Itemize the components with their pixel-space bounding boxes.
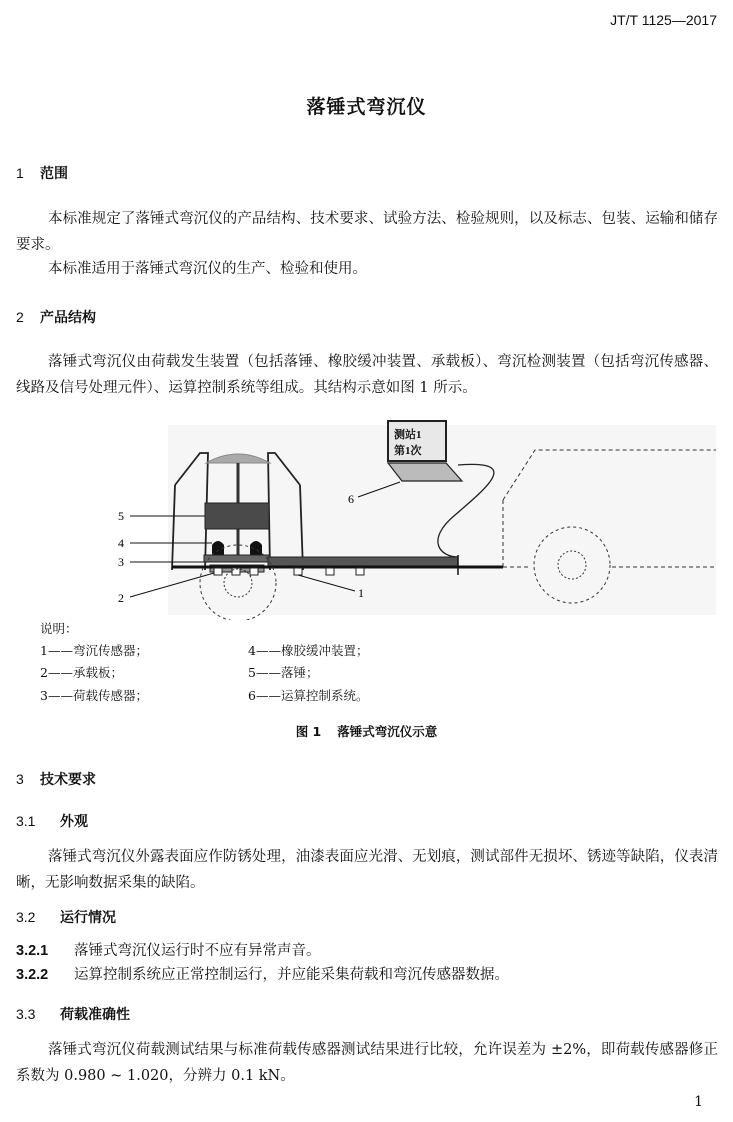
callout-6: 6	[348, 492, 354, 506]
paragraph: 本标准规定了落锤式弯沉仪的产品结构、技术要求、试验方法、检验规则，以及标志、包装、运输和储存要求。	[16, 211, 718, 253]
section-number: 3.1	[16, 813, 36, 829]
deflection-sensor	[294, 568, 302, 575]
clause-text: 落锤式弯沉仪运行时不应有异常声音。	[74, 943, 321, 959]
section-number: 2	[16, 309, 24, 325]
section-title: 外观	[60, 814, 88, 830]
section-3-3-heading	[16, 1004, 130, 1024]
page-number: 1	[694, 1094, 703, 1110]
section-title: 技术要求	[40, 772, 96, 788]
standard-code: JT/T 1125—2017	[610, 12, 717, 28]
paragraph: 落锤式弯沉仪由荷载发生装置（包括落锤、橡胶缓冲装置、承载板）、弯沉检测装置（包括弯沉传感器、线路及信号处理元件）、运算控制系统等组成。其结构示意如图 1 所示。	[16, 354, 718, 396]
section-title: 荷载准确性	[60, 1007, 130, 1023]
figure-title: 落锤式弯沉仪示意	[337, 724, 438, 739]
screen-text: 第1次	[394, 445, 422, 457]
clause-item	[16, 962, 509, 988]
legend-item: 3——荷载传感器；	[40, 688, 148, 703]
callout-5: 5	[118, 509, 124, 523]
callout-2: 2	[118, 591, 124, 605]
callout-4: 4	[118, 536, 124, 550]
deflection-sensor	[326, 568, 334, 575]
paragraph: 落锤式弯沉仪外露表面应作防锈处理，油漆表面应光滑、无划痕，测试部件无损坏、锈迹等缺陷，仪表清晰，无影响数据采集的缺陷。	[16, 849, 718, 891]
legend-item: 6——运算控制系统。	[248, 688, 369, 703]
legend-item: 1——弯沉传感器；	[40, 643, 148, 658]
clause-number: 3.2.1	[16, 943, 49, 959]
legend-item: 2——承载板；	[40, 665, 123, 680]
section-number: 1	[16, 165, 24, 181]
figure-number: 图 1	[295, 724, 322, 739]
section-3-1-heading	[16, 811, 88, 831]
section-2-heading	[16, 307, 96, 327]
section-number: 3.2	[16, 909, 36, 925]
drop-weight	[205, 503, 269, 529]
legend-title: 说明：	[40, 621, 78, 636]
load-sensor	[204, 555, 270, 562]
section-title: 产品结构	[40, 310, 96, 326]
section-title: 运行情况	[60, 910, 116, 926]
section-number: 3.3	[16, 1006, 36, 1022]
section-3-heading	[16, 769, 96, 789]
callout-3: 3	[118, 555, 124, 569]
paragraph: 本标准适用于落锤式弯沉仪的生产、检验和使用。	[48, 261, 367, 277]
figure-caption	[0, 722, 733, 740]
deflection-sensor	[356, 568, 364, 575]
document-title: 落锤式弯沉仪	[306, 96, 427, 118]
section-title: 范围	[40, 166, 68, 182]
clause-text: 运算控制系统应正常控制运行，并应能采集荷载和弯沉传感器数据。	[74, 967, 509, 983]
clause-item	[16, 938, 321, 964]
legend-item: 4——橡胶缓冲装置；	[248, 643, 369, 658]
section-number: 3	[16, 771, 24, 787]
section-3-2-heading	[16, 907, 116, 927]
callout-1: 1	[358, 586, 364, 600]
sensor-beam	[268, 557, 458, 566]
section-1-heading	[16, 163, 68, 183]
paragraph: 落锤式弯沉仪荷载测试结果与标准荷载传感器测试结果进行比较，允许误差为 ±2%，即荷载传感器修正系数为 0.980 ~ 1.020，分辨力 0.1 kN。	[16, 1042, 718, 1084]
screen-text: 测站1	[394, 429, 422, 441]
fwd-structure-diagram	[0, 405, 733, 620]
clause-number: 3.2.2	[16, 967, 49, 983]
legend-item: 5——落锤；	[248, 665, 319, 680]
